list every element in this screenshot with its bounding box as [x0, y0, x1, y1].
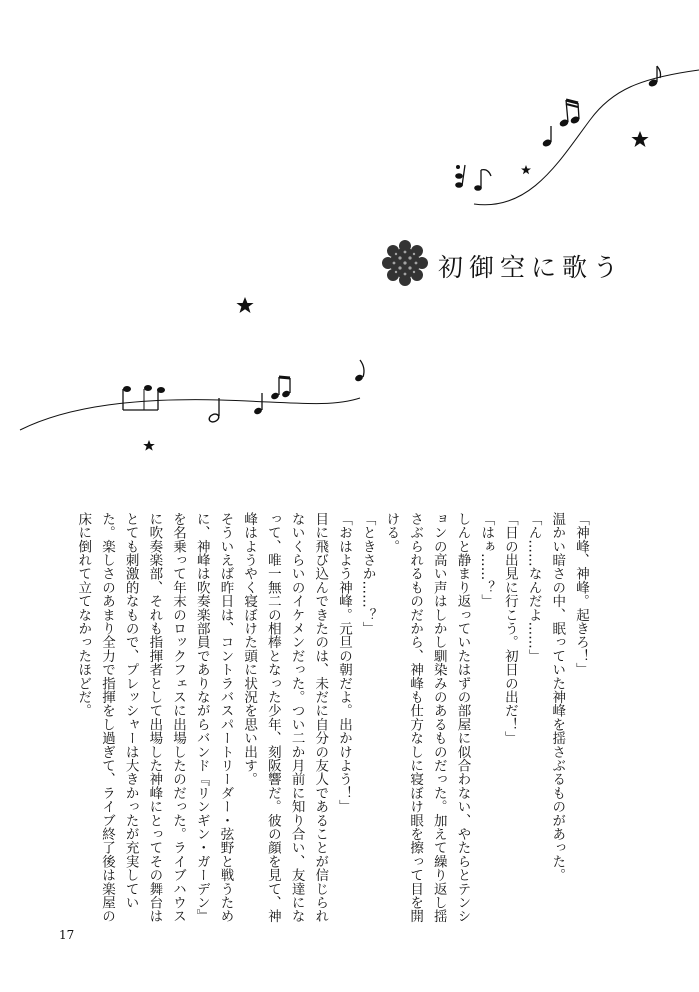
paragraph: 「はぁ……？」: [478, 512, 495, 608]
page-number: 17: [59, 928, 75, 942]
beamed-notes-icon: [253, 377, 291, 415]
chapter-title: 初御空に歌う: [438, 253, 625, 282]
paragraph: 「神峰、神峰。起きろ！」: [573, 512, 589, 677]
paragraph: 「ときさか……？」: [359, 512, 376, 636]
beamed-notes-icon: [123, 385, 165, 410]
paragraph: 温かい暗さの中、眠っていた神峰を揺さぶるものがあった。: [549, 512, 566, 882]
quarter-note-icon: [354, 360, 364, 382]
large-star-icon: [236, 297, 253, 313]
novel-body-text: [62, 512, 592, 932]
paragraph: しんと静まり返っていたはずの部屋に似合わない、やたらとテンションの高い声はしかし馴染みのあるものだった。加えて繰り返し揺さぶられるものだから、神峰も仕方なしに寝ぼけ眼を擦って目を開ける。: [383, 512, 471, 923]
paragraph: そういえば昨日は、コントラバスパートリーダー・弦野と戦うために、神峰は吹奏楽部員でありながらバンド『リンギン・ガーデン』を名乗って年末のロックフェスに出場したのだった。ライブハウスに吹奏楽部、それも指揮者として出場した神峰にとってその舞台はとても刺激的なもので、プレッシャーは大きかったが充実していた。楽しさのあまり全力で指揮をし過ぎて、ライブ終了後は楽屋の床に倒れて立てなかったほどだ。: [75, 512, 234, 923]
paragraph: 「おはよう神峰。元旦の朝だよ。出かけよう！」: [335, 512, 352, 814]
paragraph: 目に飛び込んできたのは、未だに自分の友人であることが信じられないくらいのイケメンだった。つい二か月前に知り合い、友達になって、唯一無二の相棒となった少年、刻阪響だ。彼の顔を見て、神峰はようやく寝ぼけた頭に状況を思い出す。: [241, 512, 329, 923]
paragraph: 「日の出見に行こう。初日の出だ！」: [501, 512, 518, 745]
half-note-icon: [208, 398, 220, 423]
small-star-icon: [143, 440, 155, 451]
paragraph: 「ん……なんだよ……」: [525, 512, 542, 663]
flowing-staff-line: [20, 398, 360, 430]
music-notes-decoration-bottom: [0, 0, 699, 480]
